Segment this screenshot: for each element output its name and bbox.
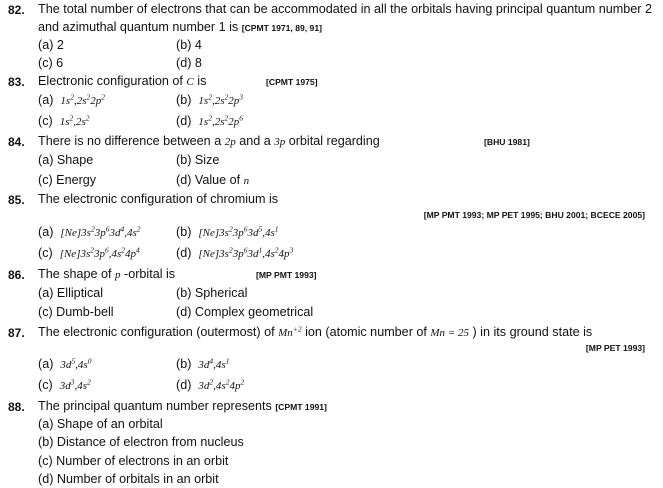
question-text: The electronic configuration (outermost) of $Mn^{+2}$ ion (atomic number of Mn = 25 ) in its ground state is bbox=[38, 324, 593, 339]
exam-reference: [MP PMT 1993] bbox=[256, 270, 317, 280]
question-number: 83. bbox=[8, 75, 25, 89]
option-a: (a) Shape of an orbital bbox=[38, 417, 163, 431]
option-a: (a) Shape bbox=[38, 153, 94, 167]
option-d: (d) $[Ne]3s^23p^63d^1,4s^24p^3$ bbox=[176, 245, 294, 260]
exam-reference: [CPMT 1975] bbox=[266, 77, 318, 87]
option-c: (c) Dumb-bell bbox=[38, 305, 114, 319]
option-c: (c) Number of electrons in an orbit bbox=[38, 454, 229, 468]
exam-reference: [CPMT 1971, 89, 91] bbox=[241, 23, 322, 33]
question-number: 88. bbox=[8, 400, 25, 414]
option-c: (c) $3d^3,4s^2$ bbox=[38, 377, 91, 392]
question-number: 84. bbox=[8, 135, 25, 149]
question-text: The principal quantum number represents [CPMT 1991] bbox=[38, 399, 327, 413]
option-a: (a) $3d^5,4s^0$ bbox=[38, 356, 92, 371]
option-b: (b) Distance of electron from nucleus bbox=[38, 435, 244, 449]
question-text: There is no difference between a 2p and a 3p orbital regarding bbox=[38, 134, 380, 148]
question-text: The shape of p -orbital is bbox=[38, 267, 176, 281]
option-c: (c) $1s^2,2s^2$ bbox=[38, 113, 90, 128]
option-d: (d) Number of orbitals in an orbit bbox=[38, 472, 219, 486]
option-d: (d) $1s^2,2s^22p^6$ bbox=[176, 113, 243, 128]
question-number: 85. bbox=[8, 193, 25, 207]
option-a: (a) $1s^2,2s^22p^2$ bbox=[38, 92, 105, 107]
option-b: (b) Size bbox=[176, 153, 220, 167]
question-number: 86. bbox=[8, 268, 25, 282]
option-a: (a) 2 bbox=[38, 38, 64, 52]
option-a: (a) $[Ne]3s^23p^63d^4,4s^2$ bbox=[38, 224, 141, 239]
exam-reference: [MP PET 1993] bbox=[585, 343, 645, 353]
option-a: (a) Elliptical bbox=[38, 286, 104, 300]
option-d: (d) Complex geometrical bbox=[176, 305, 314, 319]
option-b: (b) $3d^4,4s^1$ bbox=[176, 356, 230, 371]
question-text-line2: and azimuthal quantum number 1 is [CPMT 1971, 89, 91] bbox=[38, 20, 322, 34]
option-c: (c) 6 bbox=[38, 56, 64, 70]
option-b: (b) 4 bbox=[176, 38, 202, 52]
question-text: Electronic configuration of C is bbox=[38, 74, 207, 88]
option-c: (c) Energy bbox=[38, 173, 97, 187]
option-d: (d) $3d^2,4s^24p^2$ bbox=[176, 377, 245, 392]
question-number: 87. bbox=[8, 326, 25, 340]
question-text-line1: The total number of electrons that can be accommodated in all the orbitals having principal quantum number 2 bbox=[38, 2, 652, 16]
exam-reference: [MP PMT 1993; MP PET 1995; BHU 2001; BCECE 2005] bbox=[423, 210, 645, 220]
question-number: 82. bbox=[8, 3, 25, 17]
exam-reference: [CPMT 1991] bbox=[275, 402, 327, 412]
option-b: (b) Spherical bbox=[176, 286, 248, 300]
exam-reference: [BHU 1981] bbox=[484, 137, 530, 147]
option-b: (b) $1s^2,2s^22p^3$ bbox=[176, 92, 243, 107]
question-text: The electronic configuration of chromium is bbox=[38, 192, 279, 206]
option-d: (d) 8 bbox=[176, 56, 202, 70]
option-d: (d) Value of n bbox=[176, 173, 250, 187]
option-b: (b) $[Ne]3s^23p^63d^5,4s^1$ bbox=[176, 224, 279, 239]
option-c: (c) $[Ne]3s^23p^6,4s^24p^4$ bbox=[38, 245, 140, 260]
carbon-symbol: C bbox=[186, 76, 194, 88]
